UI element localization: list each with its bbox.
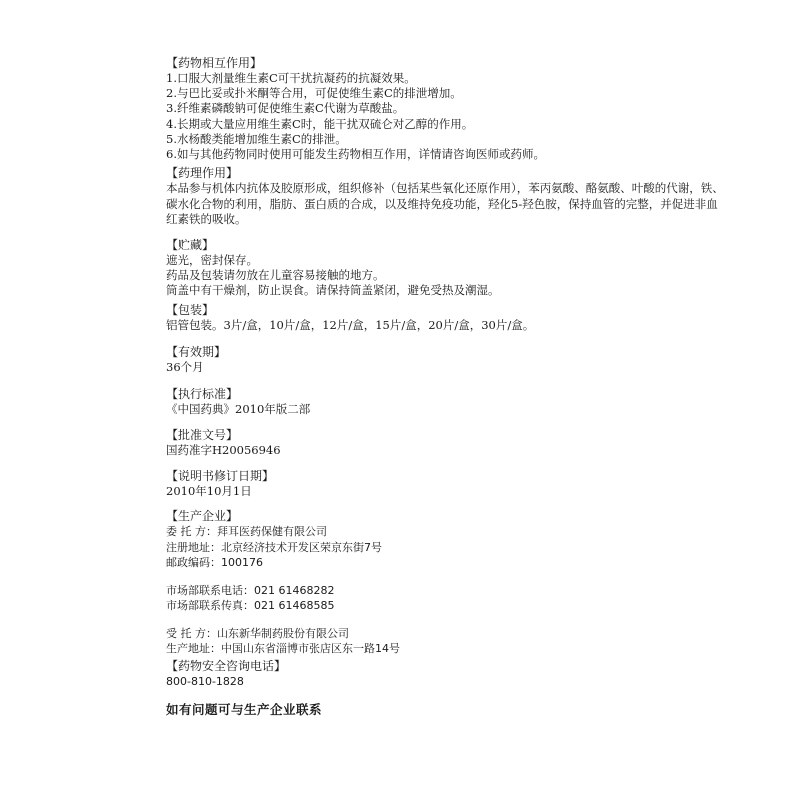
storage-line: 药品及包装请勿放在儿童容易接触的地方。 (166, 268, 385, 283)
packaging-line: 铝管包装。3片/盒，10片/盒，12片/盒，15片/盒，20片/盒，30片/盒。 (166, 318, 535, 332)
interaction-line: 3.纤维素磷酸钠可促使维生素C代谢为草酸盐。 (166, 101, 405, 116)
section-validity (166, 344, 766, 375)
revision-line: 2010年10月1日 (166, 484, 252, 498)
manufacturer-line: 市场部联系传真：021 61468585 (166, 599, 335, 612)
section-interactions (166, 55, 766, 162)
manufacturer-line: 注册地址：北京经济技术开发区荣京东街7号 (166, 540, 382, 554)
manufacturer-line: 生产地址：中国山东省淄博市张店区东一路14号 (166, 642, 400, 655)
section-safety (166, 658, 766, 690)
interaction-line: 6.如与其他药物同时使用可能发生药物相互作用，详情请咨询医师或药师。 (166, 147, 545, 162)
section-heading: 【药理作用】 (166, 166, 239, 180)
section-heading: 【贮藏】 (166, 238, 215, 252)
section-revision (166, 468, 766, 499)
manufacturer-line: 受 托 方：山东新华制药股份有限公司 (166, 626, 349, 640)
interaction-line: 4.长期或大量应用维生素C时，能干扰双硫仑对乙醇的作用。 (166, 116, 474, 131)
pharmacology-text: 本品参与机体内抗体及胶原形成，组织修补（包括某些氧化还原作用），苯丙氨酸、酪氨酸、叶酸的代谢，铁、碳水化合物的利用，脂肪、蛋白质的合成，以及维持免疫功能，羟化5-羟色胺，保持血管的完整，并促进非血红素铁的吸收。 (166, 181, 724, 226)
section-standard (166, 386, 766, 417)
footer-note: 如有问题可与生产企业联系 (166, 702, 323, 717)
section-storage (166, 237, 766, 299)
section-heading: 【生产企业】 (166, 509, 239, 523)
approval-line: 国药准字H20056946 (166, 443, 281, 457)
manufacturer-line: 邮政编码：100176 (166, 556, 263, 569)
manufacturer-line: 委 托 方：拜耳医药保健有限公司 (166, 525, 327, 538)
interaction-line: 1.口服大剂量维生素C可干扰抗凝药的抗凝效果。 (166, 71, 416, 85)
validity-line: 36个月 (166, 360, 204, 374)
section-heading: 【执行标准】 (166, 387, 239, 401)
section-heading: 【包装】 (166, 303, 215, 317)
safety-phone: 800-810-1828 (166, 675, 244, 688)
section-heading: 【药物安全咨询电话】 (166, 659, 287, 673)
section-packaging (166, 302, 766, 333)
spacer (166, 614, 766, 626)
section-heading: 【有效期】 (166, 345, 227, 359)
manufacturer-line: 市场部联系电话：021 61468282 (166, 583, 335, 597)
section-heading: 【说明书修订日期】 (166, 469, 275, 483)
section-heading: 【药物相互作用】 (166, 56, 263, 70)
storage-line: 筒盖中有干燥剂，防止误食。请保持筒盖紧闭，避免受热及潮湿。 (166, 283, 500, 298)
section-manufacturer (166, 508, 766, 657)
section-heading: 【批准文号】 (166, 428, 239, 442)
spacer (166, 571, 766, 583)
storage-line: 遮光，密封保存。 (166, 253, 258, 267)
interaction-line: 2.与巴比妥或扑米酮等合用，可促使维生素C的排泄增加。 (166, 86, 462, 101)
section-pharmacology (166, 165, 766, 228)
interaction-line: 5.水杨酸类能增加维生素C的排泄。 (166, 131, 347, 146)
section-approval (166, 427, 766, 458)
standard-line: 《中国药典》2010年版二部 (166, 402, 311, 416)
